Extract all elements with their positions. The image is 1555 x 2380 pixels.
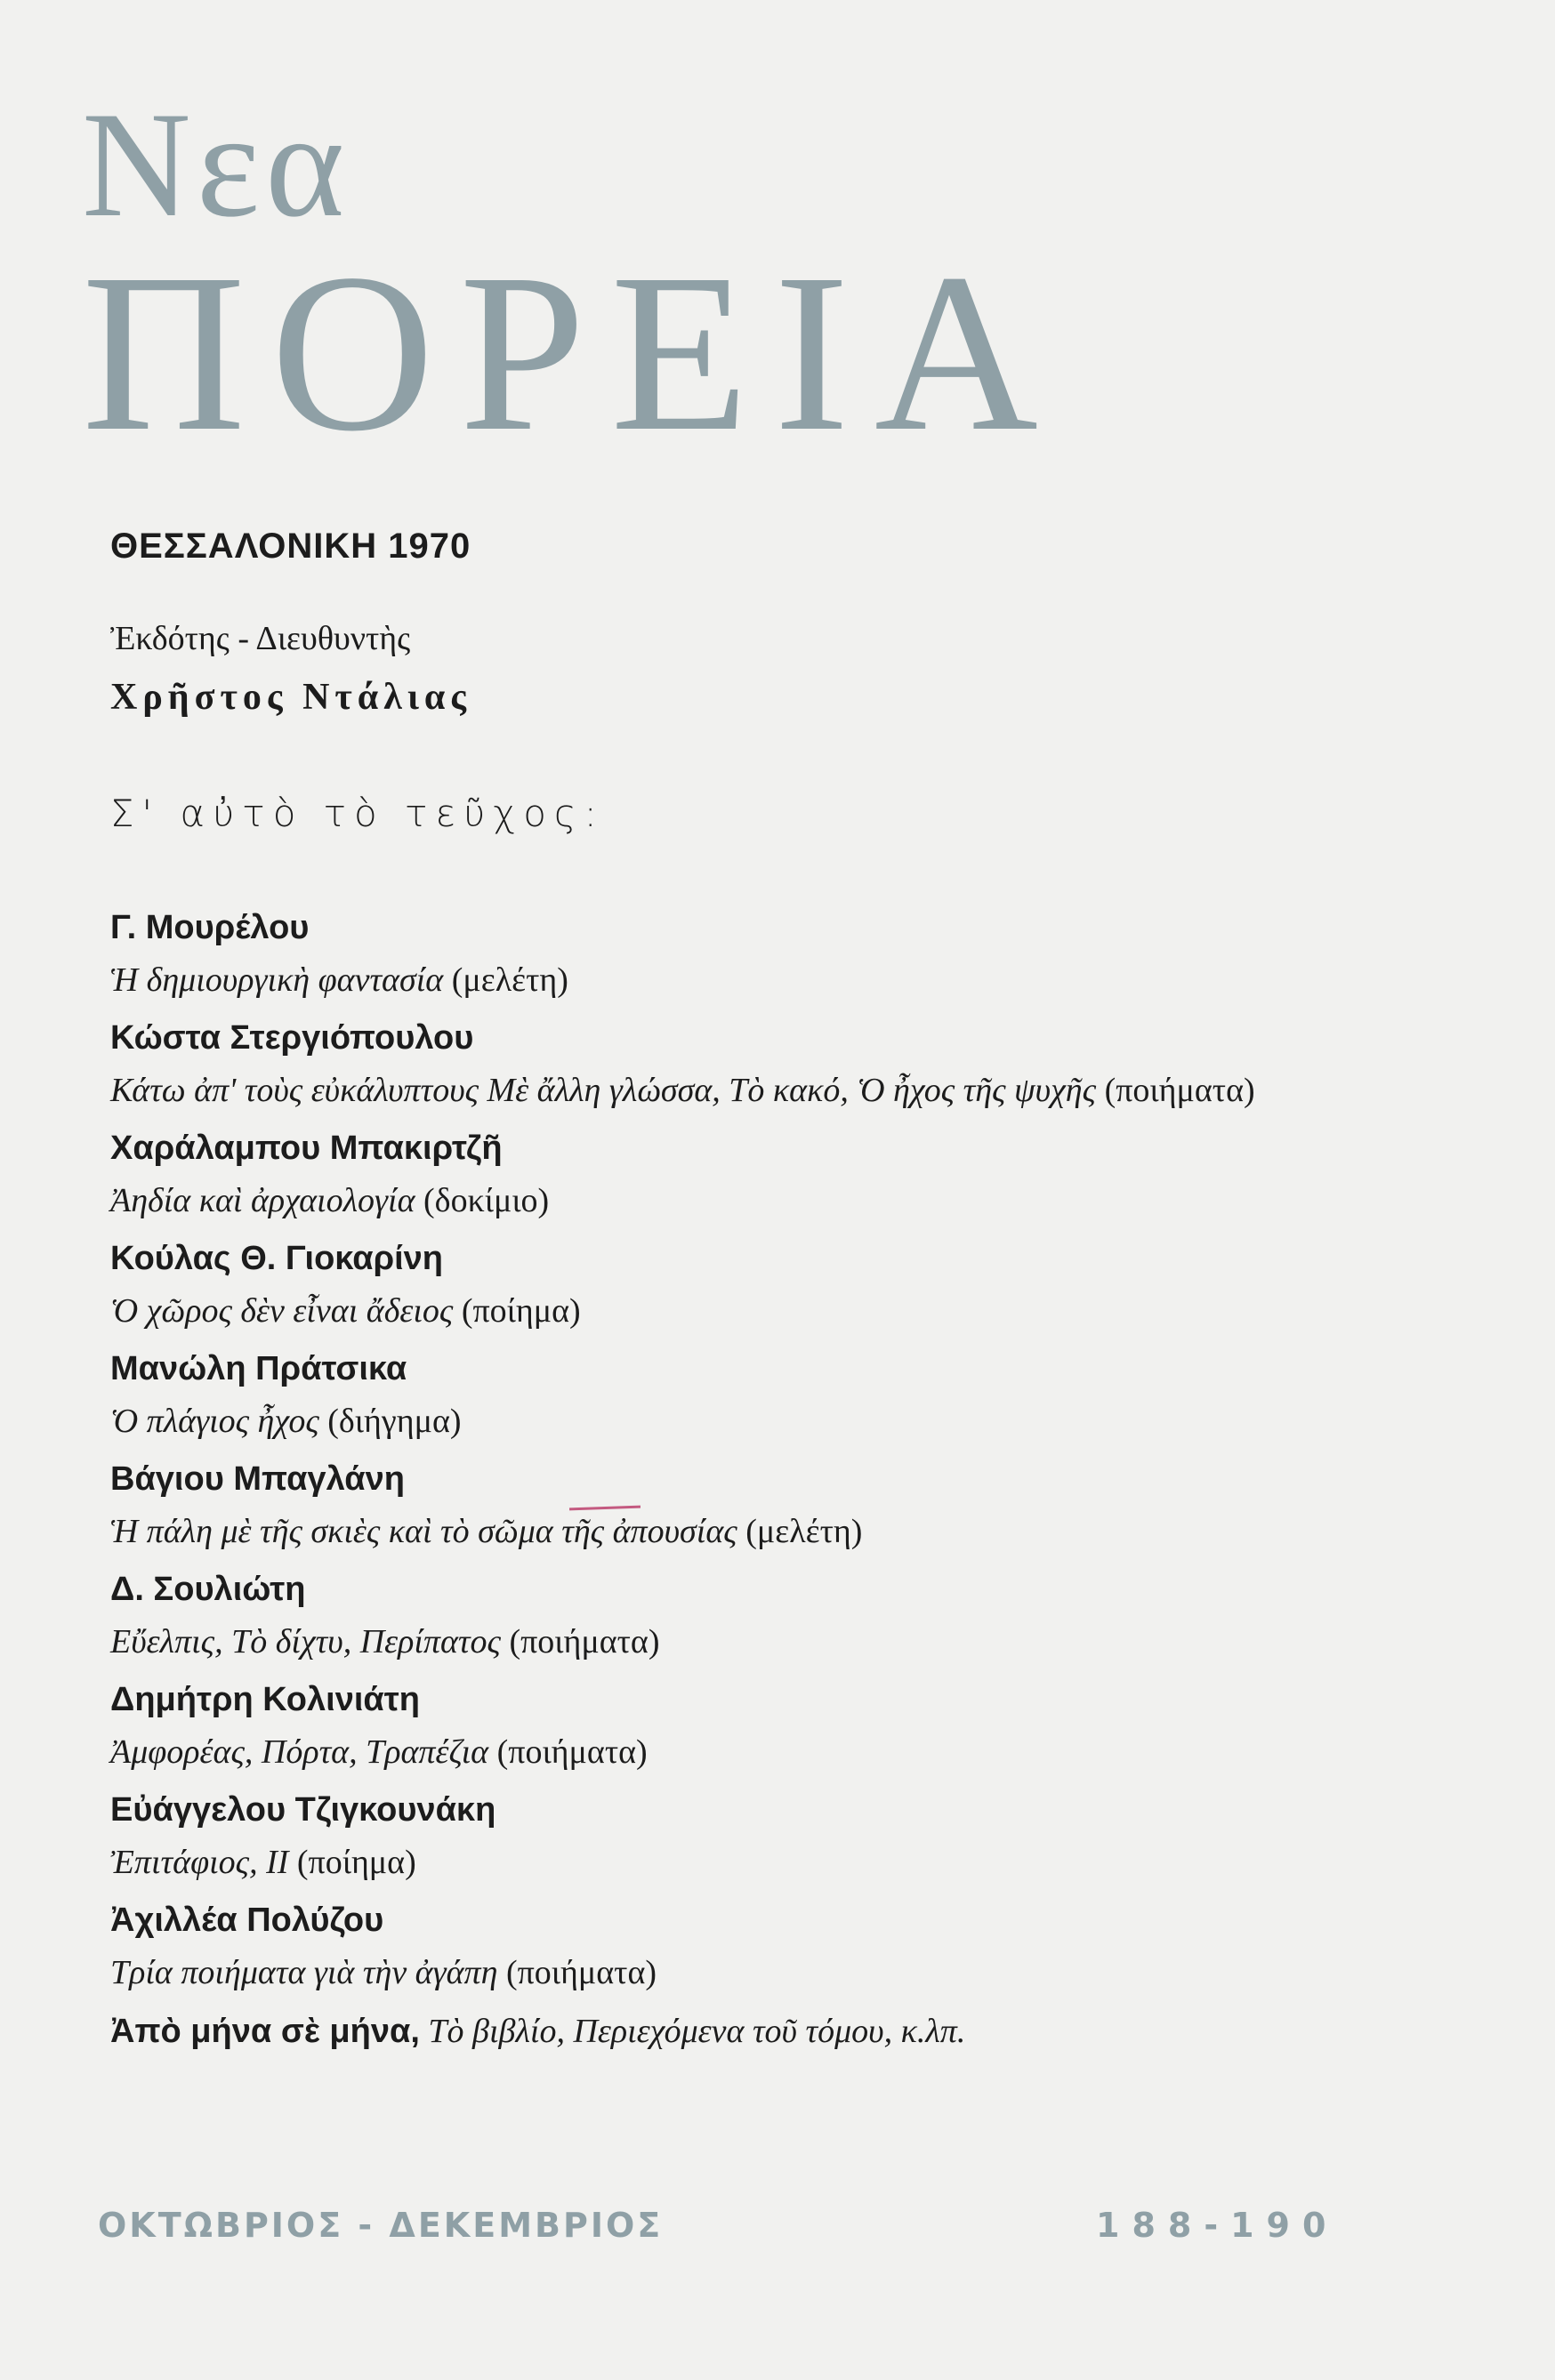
list-item [110,902,1427,1007]
entry-genre: (διήγημα) [318,1403,462,1440]
list-item [110,1674,1427,1779]
entry-work [110,1174,1427,1227]
footer-months: ΟΚΤΩΒΡΙΟΣ - ΔΕΚΕΜΒΡΙΟΣ [98,2206,664,2245]
closing-bold: Ἀπὸ μήνα σὲ μήνα, [110,2013,420,2050]
list-item [110,1343,1427,1448]
list-item [110,1784,1427,1889]
entry-title: Τρία ποιήματα γιὰ τὴν ἀγάπη [110,1954,498,1991]
entry-author: Γ. Μουρέλου [110,909,310,946]
list-item [110,1894,1427,1999]
entry-author: Εὐάγγελου Τζιγκουνάκη [110,1791,496,1829]
entry-title: Κάτω ἀπ' τοὺς εὐκάλυπτους Μὲ ἄλλη γλώσσα, Τὸ κακό, Ὁ ἦχος τῆς ψυχῆς [110,1072,1097,1109]
entry-title: Ὁ χῶρος δὲν εἶναι ἄδειος [110,1292,454,1330]
closing-line [110,2005,1427,2058]
entry-author: Δημήτρη Κολινιάτη [110,1681,420,1718]
masthead-poreia: ΠΟΡΕΙΑ [82,228,1063,478]
publisher-label: Ἐκδότης - Διευθυντὴς [110,620,411,657]
list-item [110,1564,1427,1668]
entry-author: Βάγιου Μπαγλάνη [110,1460,405,1498]
entry-title: Ἡ δημιουργικὴ φαντασία [110,961,444,999]
entry-author: Κούλας Θ. Γιοκαρίνη [110,1240,444,1277]
table-of-contents [110,902,1427,2058]
entry-work [110,1836,1427,1889]
entry-genre: (μελέτη) [443,961,568,999]
city-year: ΘΕΣΣΑΛΟΝΙΚΗ 1970 [110,527,471,566]
entry-author: Δ. Σουλιώτη [110,1571,306,1608]
entry-work [110,1505,1427,1558]
entry-title: Ἀηδία καὶ ἀρχαιολογία [110,1182,415,1219]
entry-work [110,1284,1427,1338]
entry-author: Κώστα Στεργιόπουλου [110,1019,474,1057]
entry-genre: (ποιήματα) [497,1954,657,1991]
entry-title: Ἐπιτάφιος, ΙΙ [110,1844,289,1881]
list-item [110,1122,1427,1227]
publisher-name: Χρῆστος Ντάλιας [110,677,472,718]
entry-work [110,953,1427,1007]
entry-title: Ἀμφορέας, Πόρτα, Τραπέζια [110,1733,489,1771]
entry-work [110,1615,1427,1668]
entry-genre: (μελέτη) [737,1513,863,1550]
masthead-nea: Νεα [82,81,350,248]
entry-work [110,1946,1427,1999]
entry-genre: (ποίημα) [453,1292,581,1330]
entry-work [110,1064,1427,1117]
list-item [110,1233,1427,1338]
entry-author: Χαράλαμπου Μπακιρτζῆ [110,1130,503,1167]
entry-author: Ἀχιλλέα Πολύζου [110,1902,384,1939]
entry-title: Ὁ πλάγιος ἦχος [110,1403,319,1440]
list-item [110,1012,1427,1117]
entry-genre: (ποιήματα) [500,1623,660,1660]
closing-italic: Τὸ βιβλίο, Περιεχόμενα τοῦ τόμου, κ.λπ. [419,2013,966,2050]
entry-work [110,1395,1427,1448]
entry-genre: (ποιήματα) [1096,1072,1255,1109]
issue-heading: Σ' αὐτὸ τὸ τεῦχος: [110,792,605,835]
footer-issue-numbers: 188-190 [1096,2206,1339,2245]
entry-genre: (ποίημα) [288,1844,416,1881]
entry-work [110,1725,1427,1779]
entry-genre: (ποιήματα) [488,1733,648,1771]
entry-title: Εὔελπις, Τὸ δίχτυ, Περίπατος [110,1623,501,1660]
entry-genre: (δοκίμιο) [415,1182,550,1219]
entry-author: Μανώλη Πράτσικα [110,1350,407,1387]
list-item [110,1453,1427,1558]
entry-title: Ἡ πάλη μὲ τῆς σκιὲς καὶ τὸ σῶμα τῆς ἀπουσίας [110,1513,737,1550]
